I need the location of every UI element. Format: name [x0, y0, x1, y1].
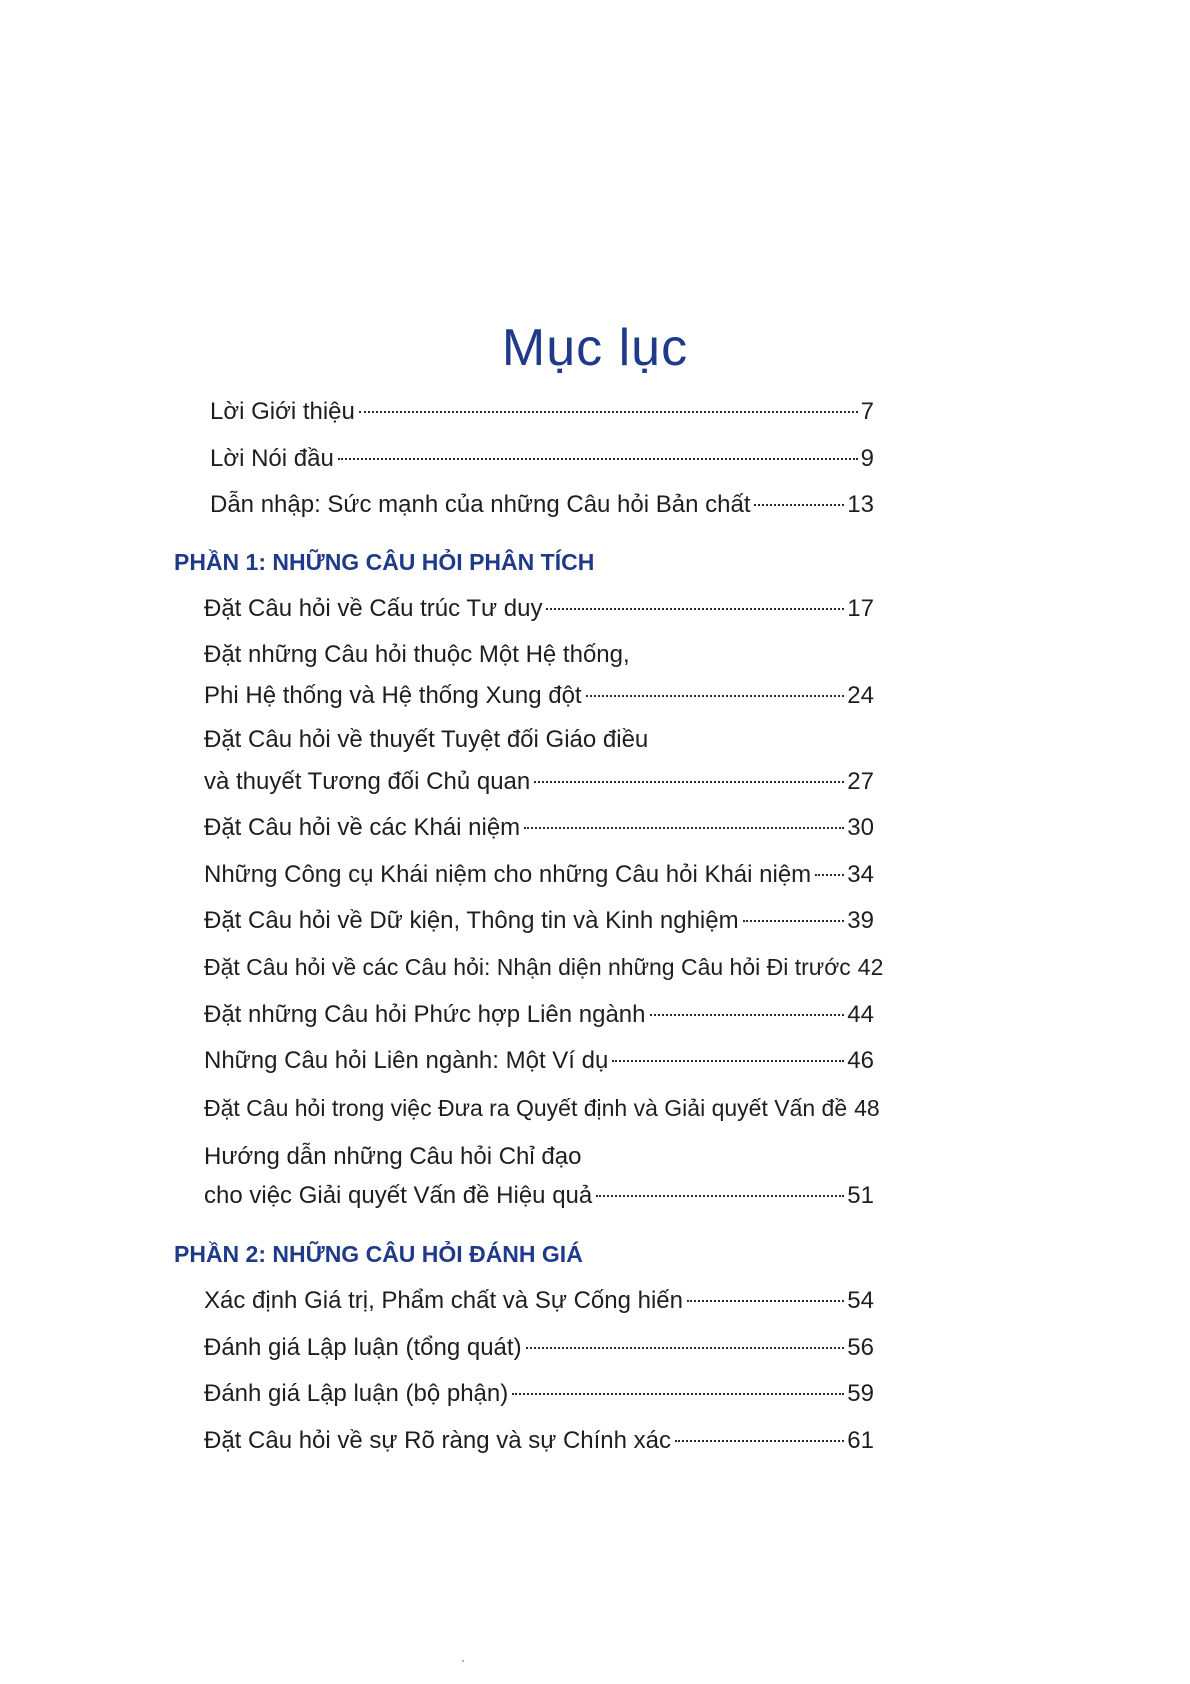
toc-entry-page: 61	[847, 1427, 874, 1454]
dot-leader	[687, 1300, 844, 1302]
toc-entry-label: Đặt Câu hỏi về các Khái niệm	[204, 814, 521, 841]
toc-entry-label: Đặt những Câu hỏi Phức hợp Liên ngành	[204, 1001, 646, 1028]
dot-leader	[675, 1440, 844, 1442]
toc-entry-label: Đánh giá Lập luận (tổng quát)	[204, 1334, 522, 1361]
toc-entry-page: 30	[847, 814, 874, 841]
toc-entry-introduction[interactable]	[210, 485, 874, 525]
toc-entry-label: Lời Nói đầu	[210, 445, 334, 472]
toc-entry-label: Đánh giá Lập luận (bộ phận)	[204, 1380, 509, 1407]
dot-leader	[612, 1060, 844, 1062]
toc-entry-page: 24	[847, 682, 874, 709]
toc-entry-label: Đặt Câu hỏi về sự Rõ ràng và sự Chính xác	[204, 1427, 672, 1454]
toc-entry-preface[interactable]	[210, 439, 874, 479]
page-title: Mục lục	[501, 319, 689, 377]
toc-entry-label: Lời Giới thiệu	[210, 398, 355, 425]
dot-leader	[650, 1014, 845, 1016]
toc-entry-page: 51	[847, 1182, 874, 1209]
toc-entry-page: 17	[847, 595, 874, 622]
toc-entry-label: cho việc Giải quyết Vấn đề Hiệu quả	[204, 1182, 593, 1209]
toc-entry-label: Dẫn nhập: Sức mạnh của những Câu hỏi Bản chất	[210, 491, 751, 518]
toc-entry-first-line[interactable]: Đặt những Câu hỏi thuộc Một Hệ thống,	[204, 641, 630, 668]
dot-leader	[743, 920, 845, 922]
dot-leader	[754, 504, 844, 506]
toc-entry[interactable]	[204, 947, 884, 987]
dot-leader	[338, 458, 858, 460]
toc-entry-page: 44	[847, 1001, 874, 1028]
toc-entry-intro[interactable]	[210, 392, 874, 432]
toc-entry-label: Xác định Giá trị, Phẩm chất và Sự Cống hiến	[204, 1287, 683, 1314]
toc-entry-first-line[interactable]: Hướng dẫn những Câu hỏi Chỉ đạo	[204, 1143, 582, 1170]
toc-entry-label: Đặt Câu hỏi về Dữ kiện, Thông tin và Kinh nghiệm	[204, 907, 739, 934]
scan-speck	[462, 1660, 464, 1662]
toc-entry[interactable]	[204, 901, 874, 941]
toc-entry[interactable]	[204, 808, 874, 848]
toc-entry-page: 7	[860, 398, 874, 425]
dot-leader	[524, 827, 844, 829]
toc-entry-page: 13	[847, 491, 874, 518]
toc-entry-page: 54	[847, 1287, 874, 1314]
toc-entry[interactable]	[204, 676, 874, 716]
toc-entry-label: Những Câu hỏi Liên ngành: Một Ví dụ	[204, 1047, 609, 1074]
toc-entry[interactable]	[204, 1421, 874, 1461]
toc-entry[interactable]	[204, 1281, 874, 1321]
dot-leader	[512, 1393, 844, 1395]
toc-entry-page: 59	[847, 1380, 874, 1407]
toc-entry-label: và thuyết Tương đối Chủ quan	[204, 768, 531, 795]
toc-entry-label: Đặt Câu hỏi trong việc Đưa ra Quyết định và Giải quyết Vấn đề	[204, 1095, 848, 1121]
toc-entry-page: 42	[857, 954, 884, 980]
toc-entry-label: Đặt Câu hỏi về các Câu hỏi: Nhận diện những Câu hỏi Đi trước	[204, 954, 851, 980]
toc-entry-page: 48	[854, 1095, 880, 1121]
toc-entry-page: 56	[847, 1334, 874, 1361]
dot-leader	[815, 874, 844, 876]
toc-entry-label: Những Công cụ Khái niệm cho những Câu hỏi Khái niệm	[204, 861, 812, 888]
toc-entry-first-line[interactable]: Đặt Câu hỏi về thuyết Tuyệt đối Giáo điều	[204, 726, 649, 753]
dot-leader	[359, 411, 858, 413]
toc-entry[interactable]	[204, 1374, 874, 1414]
toc-entry[interactable]	[204, 1041, 874, 1081]
dot-leader	[534, 781, 844, 783]
dot-leader	[546, 608, 844, 610]
dot-leader	[596, 1195, 844, 1197]
part-1-heading: PHẦN 1: NHỮNG CÂU HỎI PHÂN TÍCH	[174, 549, 595, 575]
toc-entry[interactable]	[204, 1088, 880, 1128]
dot-leader	[586, 695, 845, 697]
toc-entry[interactable]	[204, 589, 874, 629]
dot-leader	[526, 1347, 845, 1349]
toc-entry[interactable]	[204, 1176, 874, 1216]
toc-entry-page: 9	[860, 445, 874, 472]
toc-entry[interactable]	[204, 762, 874, 802]
toc-entry-label: Phi Hệ thống và Hệ thống Xung đột	[204, 682, 582, 709]
toc-entry-page: 34	[847, 861, 874, 888]
toc-entry-page: 39	[847, 907, 874, 934]
toc-entry[interactable]	[204, 995, 874, 1035]
toc-entry-page: 46	[847, 1047, 874, 1074]
toc-entry[interactable]	[204, 1328, 874, 1368]
toc-entry-page: 27	[847, 768, 874, 795]
toc-entry-label: Đặt Câu hỏi về Cấu trúc Tư duy	[204, 595, 543, 622]
part-2-heading: PHẦN 2: NHỮNG CÂU HỎI ĐÁNH GIÁ	[174, 1241, 583, 1267]
toc-entry[interactable]	[204, 855, 874, 895]
